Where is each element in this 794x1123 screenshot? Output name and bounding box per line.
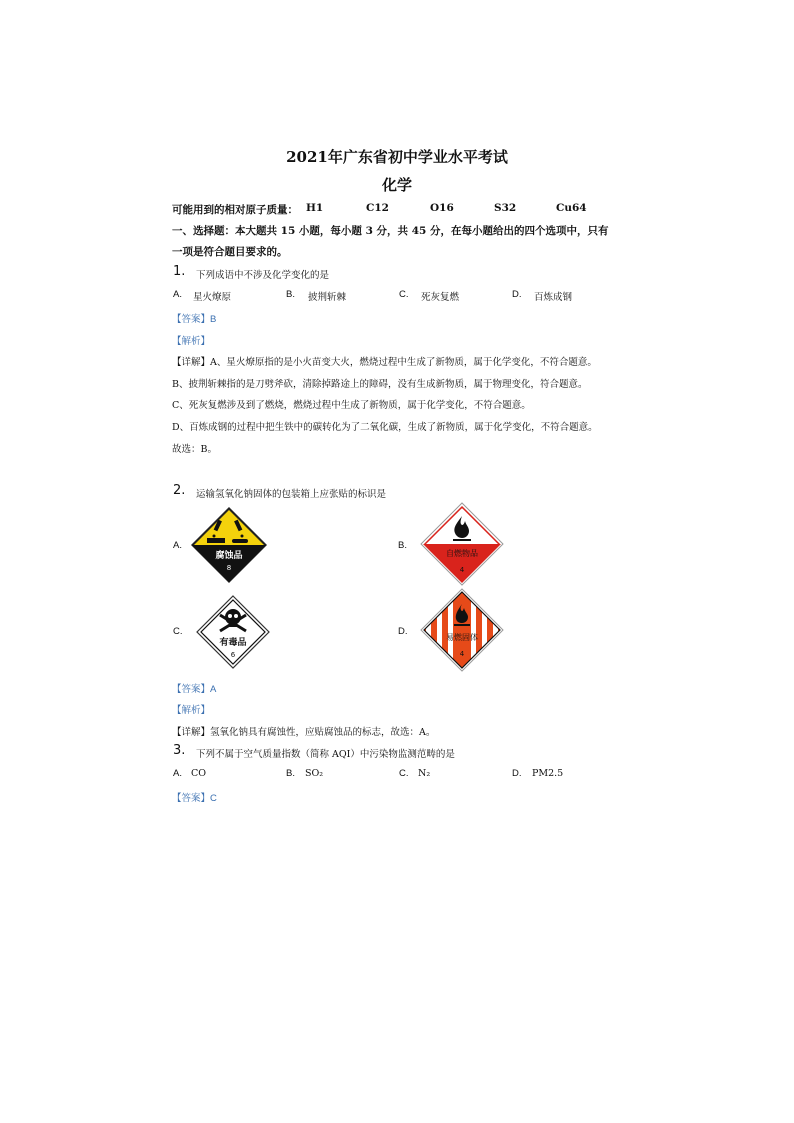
q1-detail-line2: B、披荆斩棘指的是刀劈斧砍，清除掉路途上的障碍，没有生成新物质，属于物理变化，符合题意。 — [172, 379, 588, 390]
atomic-mass-label: 可能用到的相对原子质量： — [172, 204, 298, 216]
q3-answer: 【答案】C — [172, 793, 217, 804]
mass-s: S32 — [494, 202, 517, 214]
q1-option-d-text: 百炼成钢 — [534, 292, 573, 303]
q2-detail: 【详解】氢氧化钠具有腐蚀性，应贴腐蚀品的标志，故选：A。 — [172, 727, 436, 738]
q3-number: 3. — [173, 743, 186, 758]
q3-stem: 下列不属于空气质量指数（简称 AQI）中污染物监测范畴的是 — [196, 749, 455, 760]
q1-analysis-tag: 【解析】 — [172, 336, 211, 347]
q1-detail-line3: C、死灰复燃涉及到了燃烧，燃烧过程中生成了新物质，属于化学变化，不符合题意。 — [172, 400, 531, 411]
q1-option-d-letter: D. — [512, 289, 522, 300]
q1-option-b-letter: B. — [286, 289, 295, 300]
subject-title: 化学 — [381, 176, 412, 194]
q2-analysis-tag: 【解析】 — [172, 705, 211, 716]
q3-option-a-text: CO — [191, 768, 207, 779]
q1-option-b-text: 披荆斩棘 — [308, 292, 347, 303]
q3-option-a-letter: A. — [173, 768, 182, 779]
q2-number: 2. — [173, 483, 186, 498]
mass-h: H1 — [306, 202, 324, 214]
q1-detail-line1: 【详解】A、星火燎原指的是小火苗变大火，燃烧过程中生成了新物质，属于化学变化，不符合题意。 — [172, 357, 597, 368]
flammable-sign-number: 4 — [459, 650, 465, 658]
toxic-sign — [196, 595, 270, 669]
q1-option-a-text: 星火燎原 — [193, 292, 232, 303]
q2-stem: 运输氢氧化钠固体的包装箱上应张贴的标识是 — [196, 489, 387, 500]
q1-option-c-letter: C. — [399, 289, 409, 300]
page-title: 2021年广东省初中学业水平考试 — [286, 148, 508, 166]
corrosive-sign-number: 8 — [226, 564, 232, 572]
q1-answer: 【答案】B — [172, 314, 217, 325]
q1-number: 1. — [173, 264, 186, 279]
q1-stem: 下列成语中不涉及化学变化的是 — [196, 270, 330, 281]
q2-option-c-letter: C. — [173, 626, 183, 637]
section-heading-line1: 一、选择题：本大题共 15 小题，每小题 3 分，共 45 分，在每小题给出的四个选项中，只有 — [172, 225, 609, 237]
q3-option-b-letter: B. — [286, 768, 295, 779]
corrosive-sign-label: 腐蚀品 — [215, 551, 243, 561]
q1-option-a-letter: A. — [173, 289, 182, 300]
q1-option-c-text: 死灰复燃 — [421, 292, 460, 303]
flammable-sign-label: 易燃固体 — [446, 633, 478, 642]
flammable-solid-sign — [420, 588, 504, 672]
toxic-sign-number: 6 — [230, 651, 236, 659]
mass-cu: Cu64 — [556, 202, 587, 214]
q3-option-c-text: N₂ — [418, 768, 431, 779]
q2-answer: 【答案】A — [172, 684, 217, 695]
q3-option-b-text: SO₂ — [305, 768, 324, 779]
q3-option-c-letter: C. — [399, 768, 409, 779]
q2-option-a-letter: A. — [173, 540, 182, 551]
q3-option-d-letter: D. — [512, 768, 522, 779]
toxic-sign-label: 有毒品 — [219, 638, 247, 648]
q3-option-d-text: PM2.5 — [532, 768, 564, 779]
q2-option-b-letter: B. — [398, 540, 407, 551]
mass-o: O16 — [430, 202, 454, 214]
q1-conclusion: 故选：B。 — [172, 444, 217, 455]
q2-option-d-letter: D. — [398, 626, 408, 637]
corrosive-sign — [190, 506, 268, 584]
section-heading-line2: 一项是符合题目要求的。 — [172, 246, 288, 258]
spontaneous-sign-label: 自燃物品 — [446, 549, 478, 558]
mass-c: C12 — [366, 202, 389, 214]
spontaneous-sign-number: 4 — [459, 566, 465, 574]
spontaneous-combustion-sign — [420, 502, 504, 586]
q1-detail-line4: D、百炼成钢的过程中把生铁中的碳转化为了二氧化碳，生成了新物质，属于化学变化，不符合题意。 — [172, 422, 598, 433]
